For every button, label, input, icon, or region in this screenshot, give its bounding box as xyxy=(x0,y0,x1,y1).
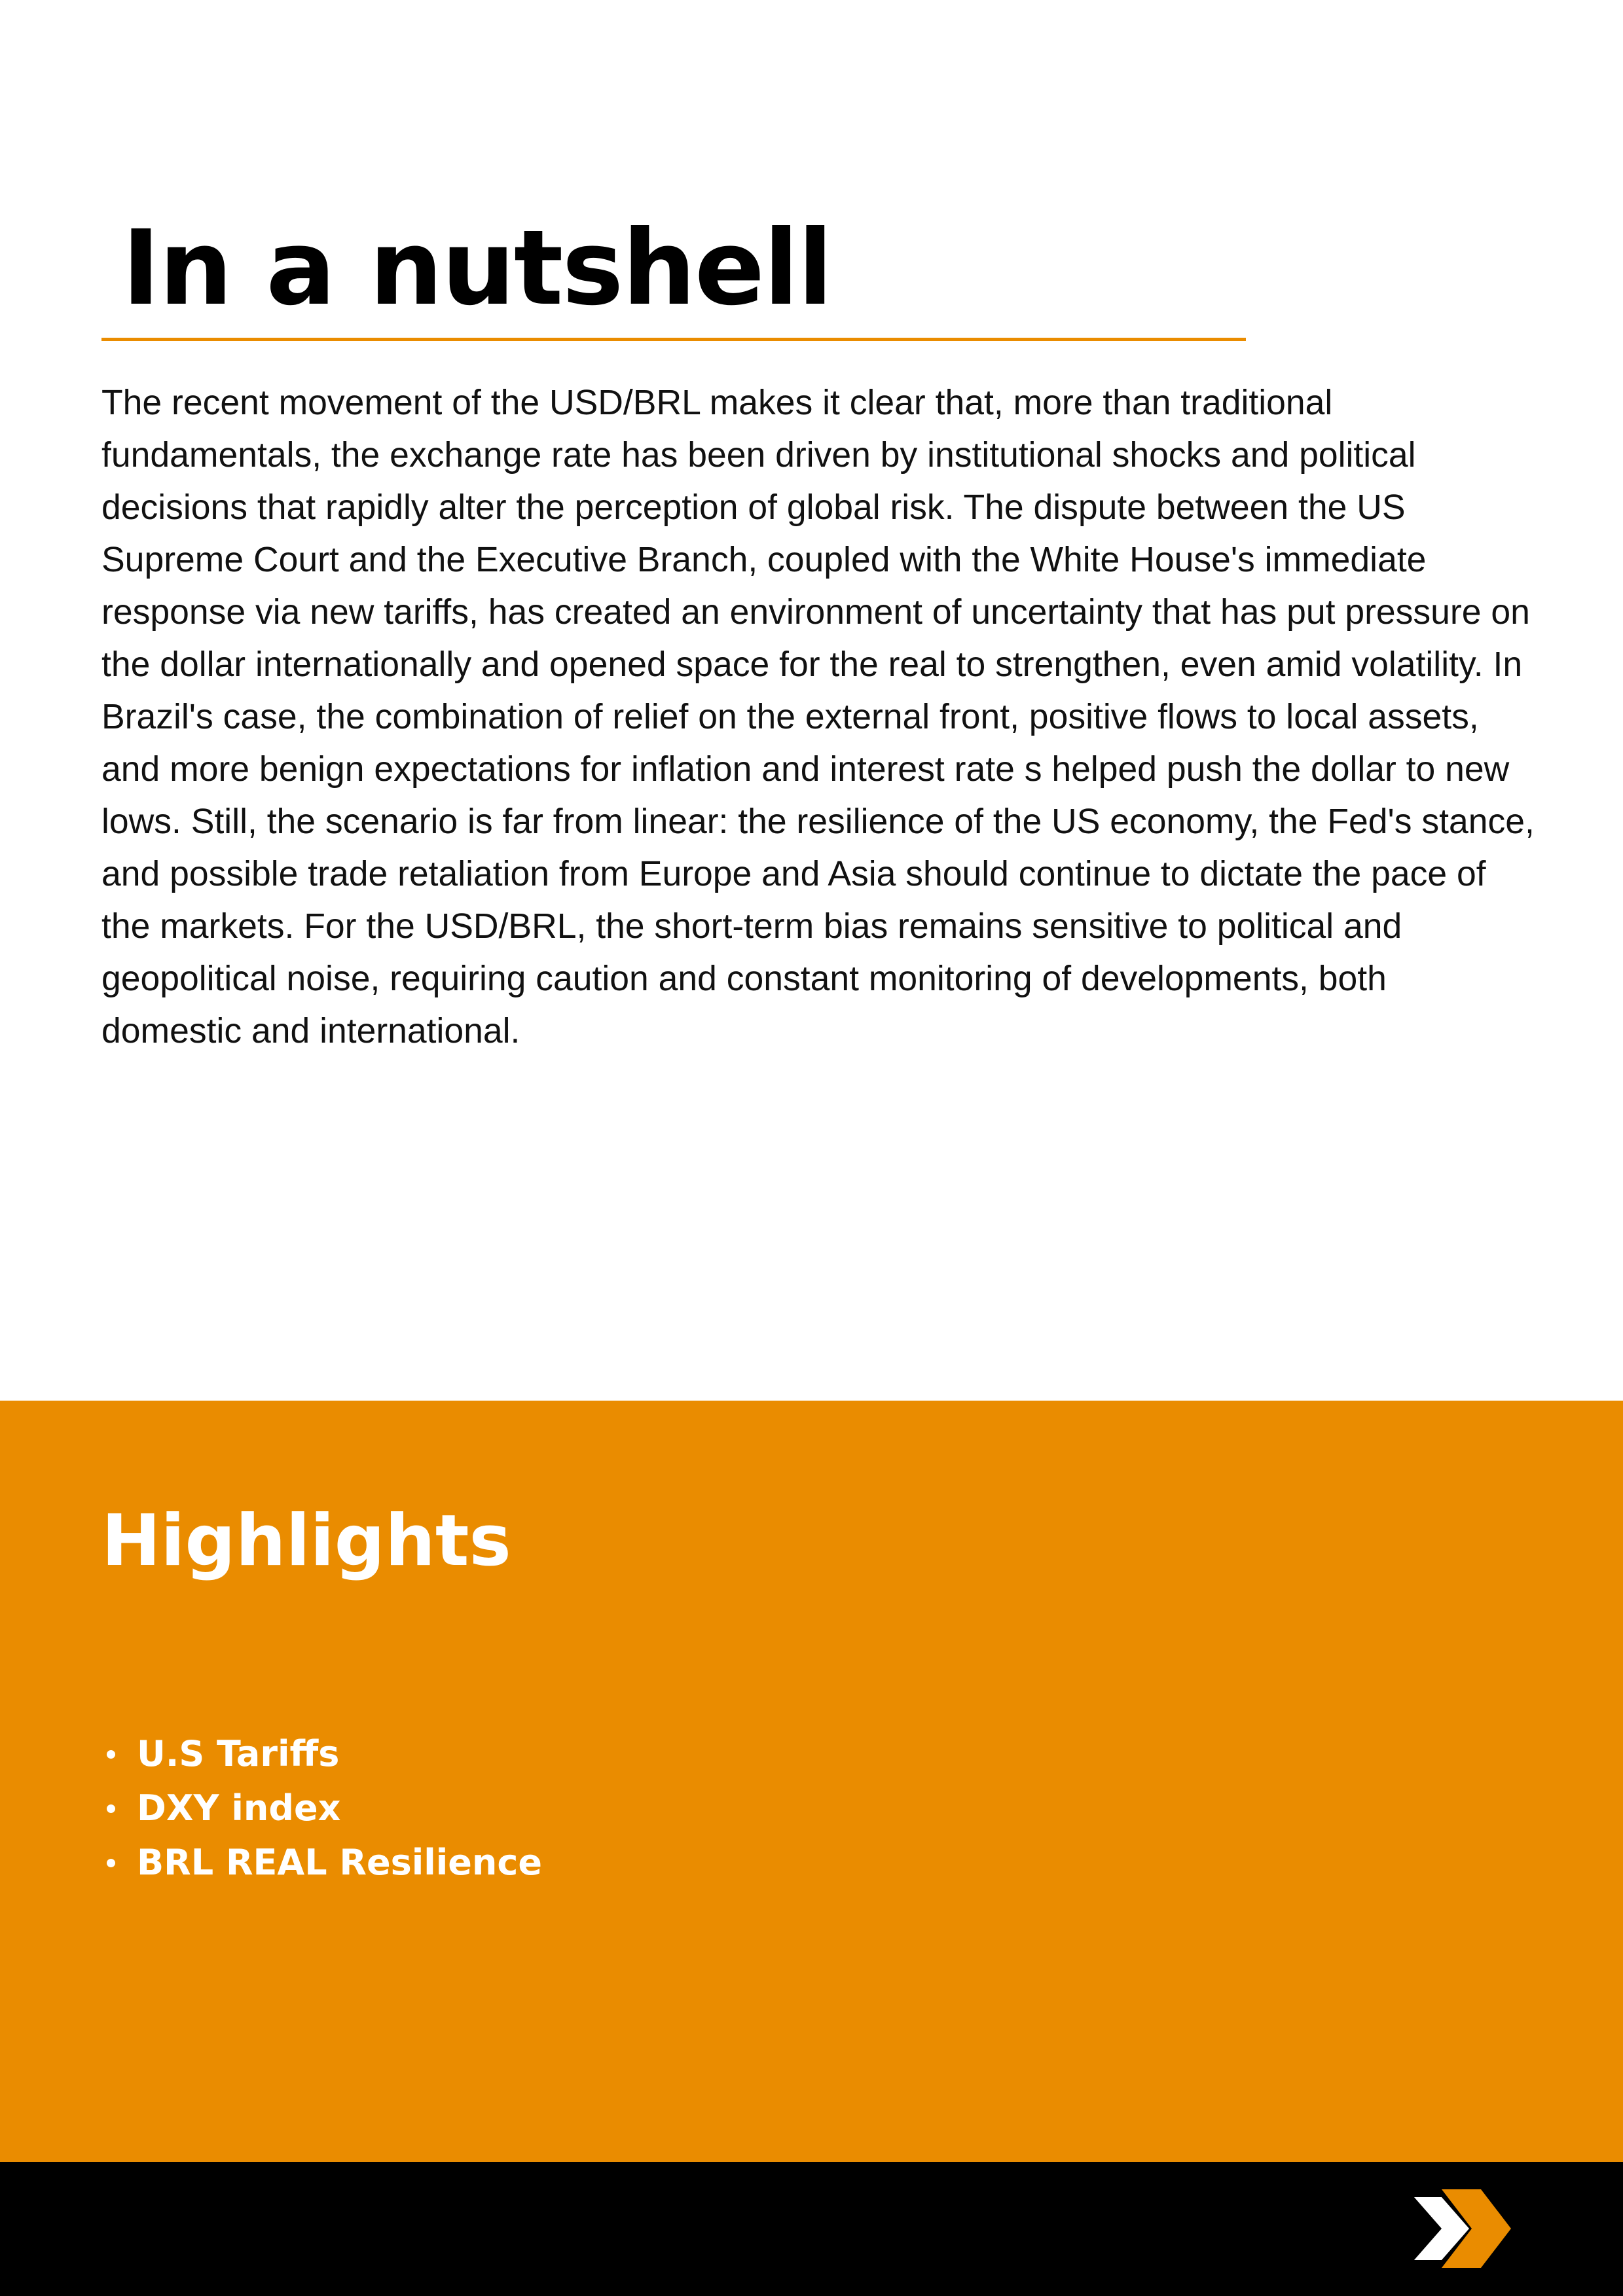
bullet-icon xyxy=(107,1859,115,1867)
highlight-label: DXY index xyxy=(137,1787,341,1829)
page-title: In a nutshell xyxy=(122,208,832,329)
chevrons-right-icon xyxy=(1413,2188,1511,2270)
list-item xyxy=(101,1781,542,1835)
summary-paragraph: The recent movement of the USD/BRL makes it clear that, more than traditional fundamentals, the exchange rate has been driven by institutional shocks and political decisions that rapidly alter the perception of global risk. The dispute between the US Supreme Court and the Executive Branch, coupled with the White House's immediate response via new tariffs, has created an environment of uncertainty that has put pressure on the dollar internationally and opened space for the real to strengthen, even amid volatility. In Brazil's case, the combination of relief on the external front, positive flows to local assets, and more benign expectations for inflation and interest rate s helped push the dollar to new lows. Still, the scenario is far from linear: the resilience of the US economy, the Fed's stance, and possible trade retaliation from Europe and Asia should continue to dictate the pace of the markets. For the USD/BRL, the short-term bias remains sensitive to political and geopolitical noise, requiring caution and constant monitoring of developments, both domestic and international. xyxy=(101,384,1535,1050)
highlights-panel xyxy=(0,1401,1623,2162)
bullet-icon xyxy=(107,1750,115,1759)
bullet-icon xyxy=(107,1804,115,1813)
highlight-label: U.S Tariffs xyxy=(137,1733,340,1774)
highlights-title: Highlights xyxy=(101,1500,511,1582)
footer-bar xyxy=(0,2162,1623,2296)
highlights-list xyxy=(101,1727,542,1890)
list-item xyxy=(101,1835,542,1890)
highlight-label: BRL REAL Resilience xyxy=(137,1842,542,1883)
title-underline xyxy=(101,338,1246,341)
list-item xyxy=(101,1727,542,1781)
